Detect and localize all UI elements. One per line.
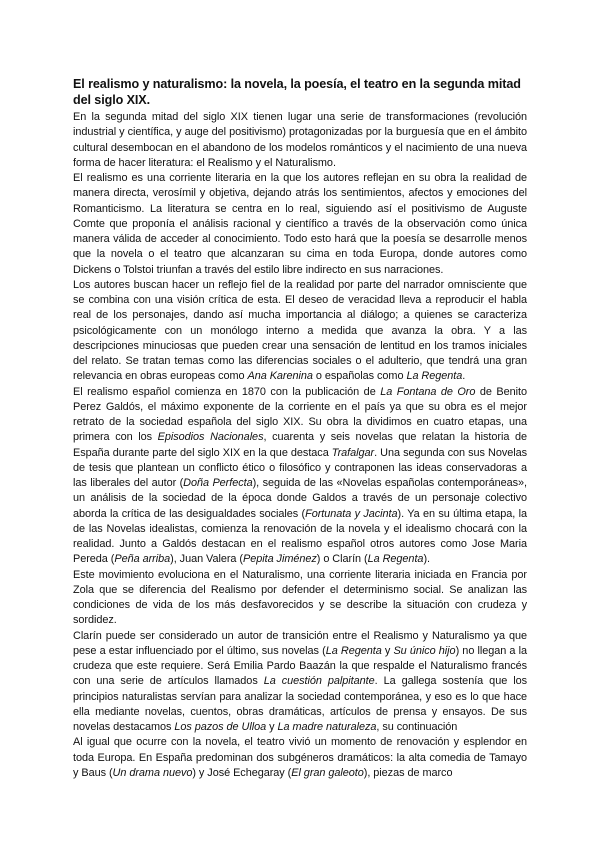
italic-title-run: Fortunata y Jacinta [305,507,398,520]
text-run: El realismo es una corriente literaria en la que los autores reflejan en su obra la realidad de manera directa, verosímil y objetiva, dejando atrás los sentimientos, afectos y emociones del Romanticismo. La literatura se centra en lo real, siguiendo así el positivismo de Auguste Comte que proponía el análisis racional y científico a través de la observación como única manera válida de acceder al conocimiento. Todo esto hará que la poesía se desarrolle menos que la novela o el teatro que alcanzaran su cima en toda Europa, donde autores como Dickens o Tolstoi triunfan a través del estilo libre indirecto en sus narraciones. [73,172,527,276]
text-run: . Una segunda con sus Novelas de tesis que plantean un conflicto ético o filosófico y contraponen las ideas conservadoras a las liberales del autor ( [73,446,527,489]
paragraph-naturalismo [73,568,527,629]
italic-title-run: Doña Perfecta [183,477,253,489]
paragraph-realismo-definicion [73,171,527,278]
text-run: , cuarenta y seis novelas que relatan la historia de España durante parte del siglo XIX en la que destaca [73,431,527,459]
italic-title-run: Episodios Nacionales [157,431,264,444]
text-run: Al igual que ocurre con la novela, el teatro vivió un momento de renovación y esplendor en toda Europa. En España predominan dos subgéneros dramáticos: la alta comedia de Tamayo y Baus ( [73,736,527,779]
text-run: . [462,370,466,383]
italic-title-run: Su único hijo [393,644,456,657]
italic-title-run: La Regenta [367,553,424,566]
document-body [73,110,527,781]
text-run: . La gallega sostenía que los principios naturalistas servían para analizar la sociedad contemporánea, y eso es lo que hace ella mediante novelas, cuentos, obras dramáticas, artículos de prensa y ensayos. De sus novelas destacamos [73,675,527,733]
text-run: ), piezas de marco [363,766,453,779]
italic-title-run: La Regenta [406,370,463,383]
text-run: o españolas como [312,370,407,383]
paragraph-intro [73,110,527,171]
paragraph-caracteristicas [73,278,527,385]
text-run: ), seguida de las «Novelas españolas contemporáneas», un análisis de la sociedad de la época donde Galdos a través de un personaje colectivo aborda la crítica de las desigualdades sociales ( [73,477,527,520]
text-run: ) no llegan a la crudeza que este requiere. Será Emilia Pardo Baazán la que respalde el Naturalismo francés con una serie de artículos llamados [73,644,527,688]
document-title: El realismo y naturalismo: la novela, la poesía, el teatro en la segunda mitad del siglo XIX. [73,77,521,107]
italic-title-run: Pepita Jiménez [243,553,317,566]
text-run: Este movimiento evoluciona en el Naturalismo, una corriente literaria iniciada en Francia por Zola que se diferencia del Realismo por defender el determinismo social. Se analizan las condiciones de vida de los más desfavorecidos y se describe la situación con crudeza y sordidez. [73,568,527,627]
text-run: , su continuación [376,721,458,733]
italic-title-run: La cuestión palpitante [263,675,375,688]
text-run: Los autores buscan hacer un reflejo fiel de la realidad por parte del narrador omnisciente que se combina con una visión crítica de esta. El deseo de veracidad lleva a reproducir el habla real de los personajes, dando así mucha importancia al diálogo; a quienes se caracteriza psicológicamente con un monólogo interno a medida que avanza la obra. Y a las descripciones minuciosas que pueden crear una sensación de lentitud en los tramos iniciales del relato. Se tratan temas como las diferencias sociales o el adulterio, que tendrá una gran relevancia en obras europeas como [73,278,527,383]
paragraph-teatro [73,735,527,781]
text-run: y [266,721,278,733]
text-run: ) y José Echegaray ( [192,766,292,779]
italic-title-run: El gran galeoto [291,766,364,779]
paragraph-clarin-pardo-bazan [73,629,527,736]
paragraph-realismo-espanol [73,385,527,568]
italic-title-run: Un drama nuevo [112,766,193,779]
text-run: El realismo español comienza en 1870 con la publicación de [73,385,381,398]
text-run: ), Juan Valera ( [170,553,243,566]
italic-title-run: La Regenta [325,644,382,657]
text-run: ). Ya en su última etapa, la de las Novelas idealistas, comienza la renovación de la novela y el idealismo chocará con la realidad. Junto a Galdós destacan en el realismo español otros autores como Jose Maria Pereda ( [73,507,527,566]
text-run: de Benito Perez Galdós, el máximo exponente de la corriente en el país ya que su obra es el mejor retrato de la sociedad española del siglo XIX. Su obra la dividimos en cuatro etapas, una primera con los [73,385,528,444]
text-run: En la segunda mitad del siglo XIX tienen lugar una serie de transformaciones (revolución industrial y científica, y auge del positivismo) protagonizadas por la burguesía que en el ámbito cultural desembocan en el abandono de los modelos románticos y el nacimiento de una nueva forma de hacer literatura: el Realismo y el Naturalismo. [73,111,527,169]
italic-title-run: La madre naturaleza [277,721,377,733]
italic-title-run: Peña arriba [114,553,171,566]
text-run: ). [423,553,430,566]
text-run: Clarín puede ser considerado un autor de transición entre el Realismo y Naturalismo ya que pese a estar influenciado por el último, sus novelas ( [73,629,527,657]
italic-title-run: Trafalgar [331,446,375,459]
italic-title-run: La Fontana de Oro [380,385,476,398]
italic-title-run: Los pazos de Ulloa [174,721,267,733]
italic-title-run: Ana Karenina [247,370,313,383]
text-run: y [381,644,394,657]
text-run: ) o Clarín ( [316,553,368,566]
